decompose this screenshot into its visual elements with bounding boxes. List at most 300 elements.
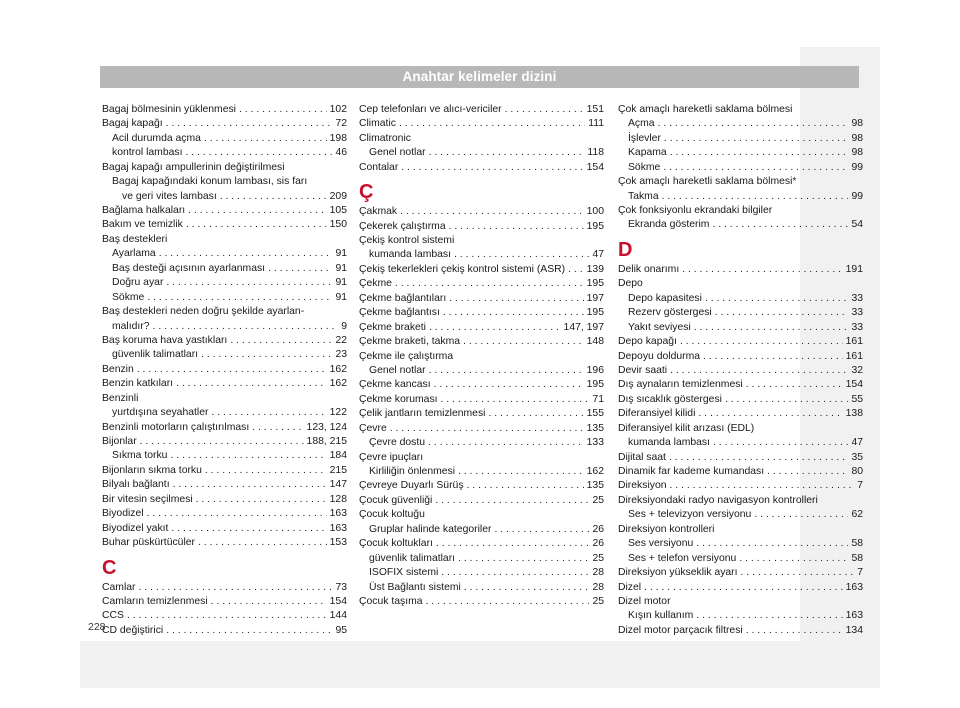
index-entry[interactable]	[359, 205, 604, 219]
dot-leader	[390, 422, 584, 436]
entry-page[interactable]: 7	[857, 567, 863, 579]
page-number: 228	[88, 621, 106, 633]
dot-leader	[712, 218, 848, 232]
entry-page[interactable]: 7	[857, 480, 863, 492]
entry-page[interactable]: 138	[845, 408, 863, 420]
index-entry[interactable]	[618, 537, 863, 551]
entry-term: Direksiyon	[618, 480, 667, 492]
entry-page[interactable]: 102	[329, 103, 347, 115]
entry-page[interactable]: 195	[586, 220, 604, 232]
index-entry[interactable]	[618, 552, 863, 566]
index-heading: Diferansiyel kilit arızası (EDL)	[618, 422, 755, 434]
entry-term: Biyodizel yakıt	[102, 522, 169, 534]
index-heading: Benzinli	[102, 392, 139, 404]
entry-term: Çevre dostu	[369, 437, 426, 449]
index-entry[interactable]	[102, 536, 347, 550]
dot-leader	[401, 161, 583, 175]
index-entry[interactable]	[102, 450, 347, 464]
dot-leader	[211, 406, 326, 420]
index-entry[interactable]	[359, 103, 604, 117]
entry-page[interactable]: 163	[845, 581, 863, 593]
dot-leader	[252, 421, 303, 435]
index-entry[interactable]	[618, 161, 863, 175]
dot-leader	[211, 595, 327, 609]
index-heading: Baş destekleri neden doğru şekilde ayarlan-	[102, 306, 305, 318]
dot-leader	[436, 537, 590, 551]
index-entry[interactable]	[102, 291, 347, 305]
entry-page[interactable]: 98	[851, 147, 863, 159]
index-entry[interactable]	[359, 321, 604, 335]
entry-page[interactable]: 198	[329, 132, 347, 144]
entry-term: Ekranda gösterim	[628, 219, 710, 231]
entry-term: Sökme	[112, 291, 145, 303]
entry-term: Genel notlar	[369, 364, 426, 376]
entry-term: Çelik jantların temizlenmesi	[359, 408, 486, 420]
entry-term: Dizel	[618, 581, 642, 593]
entry-term: Diferansiyel kilidi	[618, 408, 696, 420]
index-entry[interactable]	[102, 421, 347, 435]
index-entry[interactable]	[102, 117, 347, 131]
entry-term: Climatic	[359, 118, 396, 130]
index-entry[interactable]	[359, 552, 604, 566]
entry-page[interactable]: 147, 197	[563, 321, 604, 333]
index-entry[interactable]	[359, 292, 604, 306]
index-entry[interactable]	[618, 393, 863, 407]
entry-page[interactable]: 55	[851, 393, 863, 405]
dot-leader	[467, 479, 584, 493]
index-entry[interactable]	[618, 190, 863, 204]
index-entry[interactable]	[618, 609, 863, 623]
entry-term: Çocuk taşıma	[359, 595, 423, 607]
entry-term: Benzin	[102, 363, 134, 375]
index-entry[interactable]	[102, 276, 347, 290]
entry-page[interactable]: 209	[329, 190, 347, 202]
index-entry[interactable]	[359, 393, 604, 407]
entry-term: Yakıt seviyesi	[628, 321, 691, 333]
dot-leader	[185, 146, 332, 160]
entry-term: Camların temizlenmesi	[102, 595, 208, 607]
entry-page[interactable]: 100	[586, 206, 604, 218]
dot-leader	[449, 292, 583, 306]
dot-leader	[725, 393, 848, 407]
dot-leader	[220, 190, 327, 204]
section-letter: Ç	[359, 181, 374, 204]
dot-leader	[670, 364, 848, 378]
entry-page[interactable]: 133	[586, 437, 604, 449]
index-entry[interactable]	[102, 507, 347, 521]
index-entry[interactable]	[618, 624, 863, 638]
index-entry[interactable]	[102, 204, 347, 218]
dot-leader	[198, 536, 327, 550]
index-entry[interactable]	[102, 493, 347, 507]
entry-page[interactable]: 197	[586, 292, 604, 304]
page-title: Anahtar kelimeler dizini	[402, 69, 557, 84]
entry-page[interactable]: 184	[329, 450, 347, 462]
entry-page[interactable]: 95	[335, 624, 347, 636]
entry-page[interactable]: 135	[586, 422, 604, 434]
entry-page[interactable]: 144	[329, 610, 347, 622]
entry-page[interactable]: 128	[329, 493, 347, 505]
index-entry[interactable]	[618, 350, 863, 364]
index-entry[interactable]	[359, 220, 604, 234]
entry-page[interactable]: 195	[586, 278, 604, 290]
entry-page[interactable]: 118	[587, 147, 604, 159]
index-entry[interactable]	[359, 537, 604, 551]
index-entry[interactable]	[102, 247, 347, 261]
index-entry[interactable]	[618, 508, 863, 522]
entry-term: Çekme bağlantısı	[359, 307, 440, 319]
index-entry[interactable]	[102, 363, 347, 377]
entry-page[interactable]: 135	[586, 480, 604, 492]
entry-page[interactable]: 162	[329, 363, 347, 375]
entry-term: Dizel motor parçacık filtresi	[618, 624, 743, 636]
index-entry[interactable]	[102, 262, 347, 276]
index-entry[interactable]	[102, 377, 347, 391]
entry-page[interactable]: 195	[586, 307, 604, 319]
entry-page[interactable]: 47	[851, 437, 863, 449]
entry-term: Çevreye Duyarlı Sürüş	[359, 480, 464, 492]
entry-page[interactable]: 62	[851, 509, 863, 521]
dot-leader	[662, 190, 849, 204]
entry-page[interactable]: 33	[851, 321, 863, 333]
index-entry[interactable]	[359, 566, 604, 580]
entry-term: Camlar	[102, 581, 136, 593]
entry-page[interactable]: 28	[592, 567, 604, 579]
dot-leader	[682, 263, 842, 277]
index-entry[interactable]	[359, 494, 604, 508]
dot-leader	[696, 609, 842, 623]
dot-leader	[429, 146, 585, 160]
entry-term: Ses + televizyon versiyonu	[628, 509, 752, 521]
entry-term: Benzin katkıları	[102, 378, 174, 390]
dot-leader	[449, 220, 584, 234]
entry-page[interactable]: 32	[851, 364, 863, 376]
entry-page[interactable]: 105	[329, 205, 347, 217]
dot-leader	[173, 478, 327, 492]
entry-page[interactable]: 188, 215	[306, 436, 347, 448]
index-entry[interactable]	[618, 480, 863, 494]
index-heading: Çok amaçlı hareketli saklama bölmesi*	[618, 176, 797, 188]
entry-page[interactable]: 58	[851, 538, 863, 550]
dot-leader	[458, 552, 589, 566]
index-entry[interactable]	[618, 219, 863, 233]
index-entry[interactable]	[102, 146, 347, 160]
dot-leader	[463, 335, 584, 349]
entry-term: Rezerv göstergesi	[628, 307, 712, 319]
dot-leader	[426, 595, 590, 609]
dot-leader	[170, 449, 326, 463]
dot-leader	[746, 378, 843, 392]
entry-page[interactable]: 23	[335, 349, 347, 361]
dot-leader	[670, 146, 849, 160]
entry-page[interactable]: 163	[329, 522, 347, 534]
dot-leader	[680, 335, 843, 349]
entry-page[interactable]: 150	[329, 219, 347, 231]
entry-page[interactable]: 26	[592, 538, 604, 550]
entry-page[interactable]: 111	[588, 118, 604, 130]
entry-term: Buhar püskürtücüler	[102, 537, 195, 549]
entry-term: Kirliliğin önlenmesi	[369, 466, 456, 478]
dot-leader	[188, 204, 326, 218]
dot-leader	[395, 277, 584, 291]
entry-page[interactable]: 91	[335, 291, 347, 303]
index-entry[interactable]	[359, 117, 604, 131]
index-entry[interactable]	[102, 581, 347, 595]
entry-term: Baş desteği açısının ayarlanması	[112, 262, 266, 274]
index-entry[interactable]	[618, 581, 863, 595]
entry-page[interactable]: 22	[335, 334, 347, 346]
index-entry[interactable]	[618, 263, 863, 277]
dot-leader	[739, 552, 848, 566]
entry-page[interactable]: 161	[845, 350, 863, 362]
entry-term: Delik onarımı	[618, 263, 680, 275]
entry-page[interactable]: 191	[845, 263, 863, 275]
entry-page[interactable]: 215	[329, 464, 347, 476]
index-entry[interactable]	[359, 306, 604, 320]
dot-leader	[715, 306, 849, 320]
dot-leader	[664, 132, 849, 146]
entry-page[interactable]: 58	[851, 552, 863, 564]
dot-leader	[754, 508, 848, 522]
entry-term: Çekme	[359, 278, 392, 290]
entry-page[interactable]: 25	[592, 595, 604, 607]
entry-page[interactable]: 122	[329, 407, 347, 419]
entry-page[interactable]: 195	[586, 379, 604, 391]
index-entry[interactable]	[359, 581, 604, 595]
entry-term: Takma	[628, 190, 659, 202]
entry-term: Bağlama halkaları	[102, 205, 186, 217]
dot-leader	[767, 465, 848, 479]
index-entry[interactable]	[618, 364, 863, 378]
entry-page[interactable]: 54	[851, 219, 863, 231]
entry-page[interactable]: 139	[586, 263, 604, 275]
entry-page[interactable]: 162	[586, 466, 604, 478]
dot-leader	[196, 493, 327, 507]
index-entry[interactable]	[359, 523, 604, 537]
index-entry[interactable]	[359, 161, 604, 175]
index-entry[interactable]	[359, 436, 604, 450]
index-entry[interactable]	[102, 132, 347, 146]
entry-page[interactable]: 153	[329, 537, 347, 549]
entry-page[interactable]: 155	[586, 408, 604, 420]
index-entry[interactable]	[102, 348, 347, 362]
entry-term: Ses versiyonu	[628, 538, 694, 550]
index-entry[interactable]	[102, 103, 347, 117]
entry-term: Ayarlama	[112, 248, 156, 260]
entry-page[interactable]: 148	[586, 336, 604, 348]
dot-leader	[663, 161, 848, 175]
entry-page[interactable]: 99	[851, 190, 863, 202]
index-entry[interactable]	[618, 117, 863, 131]
entry-page[interactable]: 72	[335, 118, 347, 130]
index-entry[interactable]	[618, 436, 863, 450]
entry-term: Çakmak	[359, 206, 398, 218]
entry-page[interactable]: 161	[845, 336, 863, 348]
entry-term: Dinamik far kademe kumandası	[618, 466, 765, 478]
entry-page[interactable]: 91	[335, 277, 347, 289]
index-entry[interactable]	[102, 435, 347, 449]
entry-page[interactable]: 163	[329, 508, 347, 520]
entry-term: Dış sıcaklık göstergesi	[618, 393, 722, 405]
index-entry[interactable]	[618, 566, 863, 580]
entry-term: güvenlik talimatları	[369, 552, 456, 564]
dot-leader	[458, 465, 584, 479]
dot-leader	[140, 435, 304, 449]
index-entry[interactable]	[618, 321, 863, 335]
index-entry[interactable]	[102, 320, 347, 334]
dot-leader	[204, 132, 327, 146]
index-entry[interactable]	[102, 522, 347, 536]
dot-leader	[176, 377, 327, 391]
dot-leader	[166, 276, 332, 290]
index-entry[interactable]	[618, 451, 863, 465]
entry-page[interactable]: 91	[335, 262, 347, 274]
entry-page[interactable]: 35	[851, 451, 863, 463]
entry-term: Çekerek çalıştırma	[359, 220, 446, 232]
dot-leader	[494, 523, 589, 537]
entry-page[interactable]: 25	[592, 552, 604, 564]
entry-page[interactable]: 47	[592, 249, 604, 261]
entry-term: Üst Bağlantı sistemi	[369, 581, 461, 593]
entry-page[interactable]: 154	[845, 379, 863, 391]
entry-page[interactable]: 154	[586, 161, 604, 173]
index-entry[interactable]	[618, 407, 863, 421]
dot-leader	[137, 363, 327, 377]
dot-leader	[443, 306, 584, 320]
index-entry[interactable]	[102, 190, 347, 204]
entry-term: Çekme bağlantıları	[359, 292, 447, 304]
dot-leader	[441, 393, 590, 407]
index-entry[interactable]	[102, 464, 347, 478]
entry-term: Depoyu doldurma	[618, 350, 701, 362]
index-entry[interactable]	[359, 277, 604, 291]
index-entry[interactable]	[102, 595, 347, 609]
index-entry[interactable]	[618, 132, 863, 146]
entry-term: Bakım ve temizlik	[102, 219, 183, 231]
dot-leader	[658, 117, 849, 131]
entry-page[interactable]: 151	[586, 103, 604, 115]
entry-term: Depo kapağı	[618, 336, 677, 348]
index-heading: Bagaj kapağındaki konum lambası, sis farı	[112, 176, 308, 188]
dot-leader	[171, 522, 326, 536]
entry-page[interactable]: 147	[329, 479, 347, 491]
entry-term: ve geri vites lambası	[122, 190, 217, 202]
entry-term: Dijital saat	[618, 451, 666, 463]
entry-page[interactable]: 9	[341, 320, 347, 332]
index-entry[interactable]	[102, 609, 347, 623]
index-entry[interactable]	[359, 263, 604, 277]
index-heading: Dizel motor	[618, 596, 671, 607]
index-entry[interactable]	[618, 378, 863, 392]
entry-page[interactable]: 163	[845, 610, 863, 622]
entry-page[interactable]: 46	[335, 147, 347, 159]
index-entry[interactable]	[359, 595, 604, 609]
index-entry[interactable]	[359, 480, 604, 494]
index-heading: Çekme ile çalıştırma	[359, 350, 454, 362]
entry-page[interactable]: 154	[329, 595, 347, 607]
dot-leader	[139, 581, 333, 595]
index-entry[interactable]	[618, 146, 863, 160]
entry-term: kontrol lambası	[112, 147, 183, 159]
dot-leader	[669, 451, 849, 465]
entry-term: CCS	[102, 610, 124, 622]
entry-page[interactable]: 162	[329, 378, 347, 390]
entry-term: Cep telefonları ve alıcı-vericiler	[359, 103, 502, 115]
index-entry[interactable]	[359, 146, 604, 160]
dot-leader	[429, 321, 561, 335]
entry-term: Çekme braketi, takma	[359, 336, 461, 348]
entry-page[interactable]: 33	[851, 307, 863, 319]
index-entry[interactable]	[618, 292, 863, 306]
dot-leader	[694, 321, 849, 335]
entry-page[interactable]: 123, 124	[306, 421, 347, 433]
entry-page[interactable]: 80	[851, 466, 863, 478]
entry-page[interactable]: 98	[851, 132, 863, 144]
index-entry[interactable]	[618, 306, 863, 320]
entry-term: Sıkma torku	[112, 450, 168, 462]
dot-leader	[153, 320, 339, 334]
index-entry[interactable]	[102, 334, 347, 348]
dot-leader	[268, 262, 332, 276]
index-entry[interactable]	[359, 249, 604, 263]
index-entry[interactable]	[102, 219, 347, 233]
dot-leader	[705, 292, 849, 306]
entry-page[interactable]: 28	[592, 581, 604, 593]
dot-leader	[435, 494, 589, 508]
entry-term: Gruplar halinde kategoriler	[369, 523, 492, 535]
index-entry[interactable]	[359, 335, 604, 349]
entry-term: Çocuk koltukları	[359, 538, 433, 550]
index-entry[interactable]	[359, 364, 604, 378]
entry-page[interactable]: 26	[592, 523, 604, 535]
entry-term: Çocuk güvenliği	[359, 494, 433, 506]
dot-leader	[441, 566, 589, 580]
entry-page[interactable]: 99	[851, 161, 863, 173]
index-heading: Çekiş kontrol sistemi	[359, 235, 455, 247]
index-entry[interactable]	[359, 465, 604, 479]
entry-page[interactable]: 196	[586, 364, 604, 376]
entry-term: Dış aynaların temizlenmesi	[618, 379, 743, 391]
entry-term: Çekme koruması	[359, 393, 438, 405]
entry-term: Devir saati	[618, 364, 668, 376]
index-entry[interactable]	[359, 407, 604, 421]
section-letter: C	[102, 556, 117, 579]
index-entry[interactable]	[618, 465, 863, 479]
entry-term: Biyodizel	[102, 508, 144, 520]
entry-page[interactable]: 134	[845, 624, 863, 636]
index-entry[interactable]	[359, 378, 604, 392]
entry-term: Çekme braketi	[359, 321, 426, 333]
index-entry[interactable]	[102, 478, 347, 492]
entry-page[interactable]: 33	[851, 292, 863, 304]
entry-term: Depo kapasitesi	[628, 292, 702, 304]
dot-leader	[159, 247, 333, 261]
entry-term: Çevre	[359, 422, 387, 434]
entry-page[interactable]: 71	[592, 393, 604, 405]
dot-leader	[400, 205, 584, 219]
entry-page[interactable]: 25	[592, 494, 604, 506]
index-entry[interactable]	[618, 335, 863, 349]
entry-term: Acil durumda açma	[112, 132, 201, 144]
index-entry[interactable]	[102, 406, 347, 420]
index-entry[interactable]	[359, 422, 604, 436]
index-entry[interactable]	[102, 624, 347, 638]
entry-page[interactable]: 73	[335, 581, 347, 593]
entry-page[interactable]: 91	[335, 248, 347, 260]
entry-term: Doğru ayar	[112, 277, 164, 289]
index-column-1	[102, 103, 347, 638]
entry-page[interactable]: 98	[851, 118, 863, 130]
